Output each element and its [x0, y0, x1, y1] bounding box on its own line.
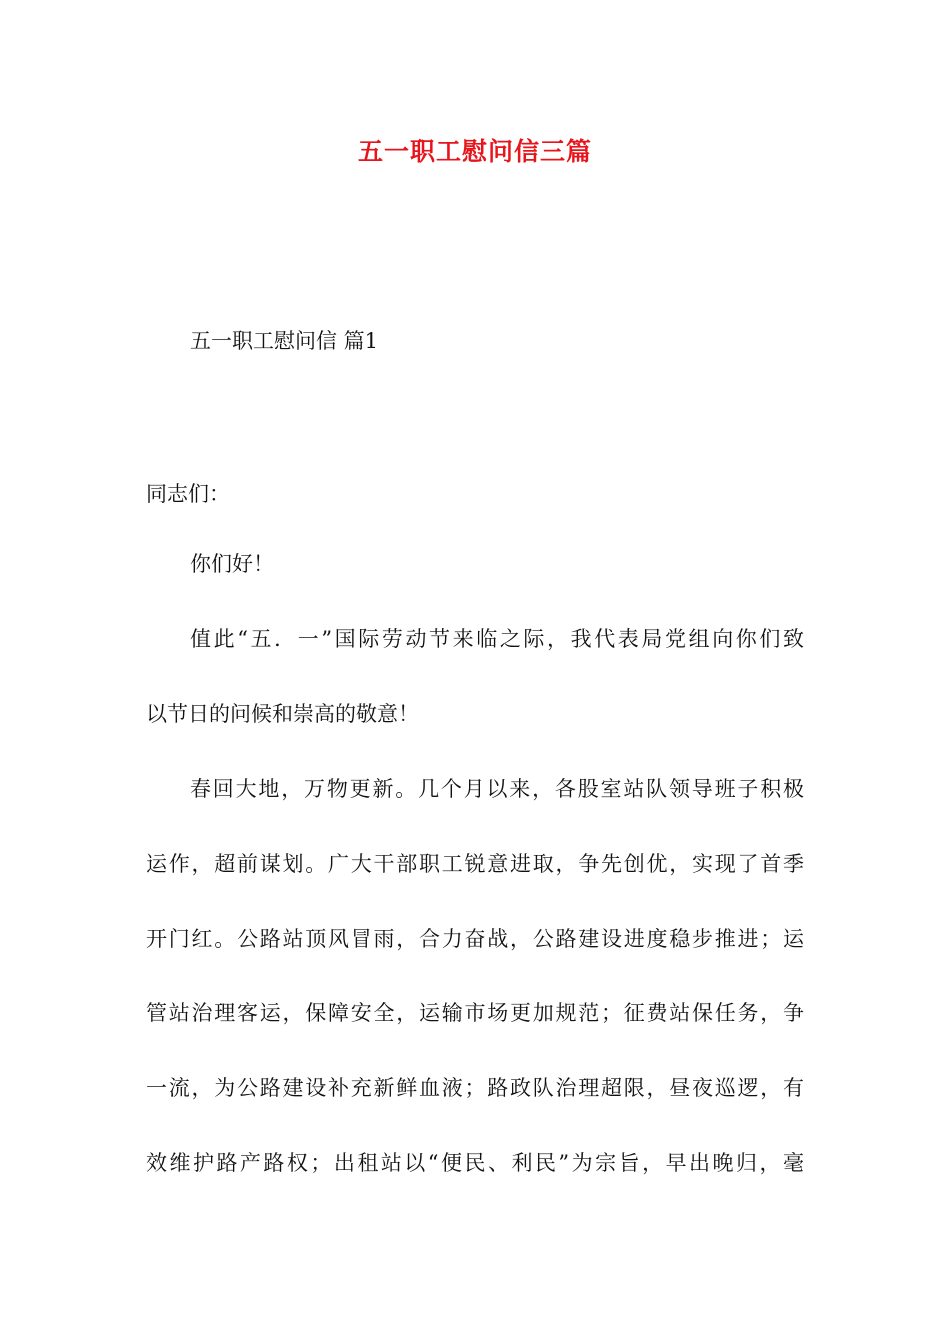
paragraph-line: 开门红。公路站顶风冒雨，合力奋战，公路建设进度稳步推进；运 [146, 927, 804, 951]
greeting: 你们好！ [190, 552, 274, 576]
document-title: 五一职工慰问信三篇 [357, 137, 592, 166]
salutation: 同志们： [146, 482, 230, 506]
paragraph-line: 以节日的问候和崇高的敬意！ [146, 702, 419, 726]
paragraph-line: 值此“五．一”国际劳动节来临之际，我代表局党组向你们致 [190, 627, 804, 651]
paragraph-line: 春回大地，万物更新。几个月以来，各股室站队领导班子积极 [190, 777, 804, 801]
paragraph-line: 效维护路产路权；出租站以“便民、利民”为宗旨，早出晚归，毫 [146, 1151, 804, 1175]
section-heading: 五一职工慰问信 篇1 [190, 329, 379, 353]
paragraph-line: 一流，为公路建设补充新鲜血液；路政队治理超限，昼夜巡逻，有 [146, 1076, 804, 1100]
paragraph-line: 运作，超前谋划。广大干部职工锐意进取，争先创优，实现了首季 [146, 852, 804, 876]
paragraph-line: 管站治理客运，保障安全，运输市场更加规范；征费站保任务，争 [146, 1001, 804, 1025]
